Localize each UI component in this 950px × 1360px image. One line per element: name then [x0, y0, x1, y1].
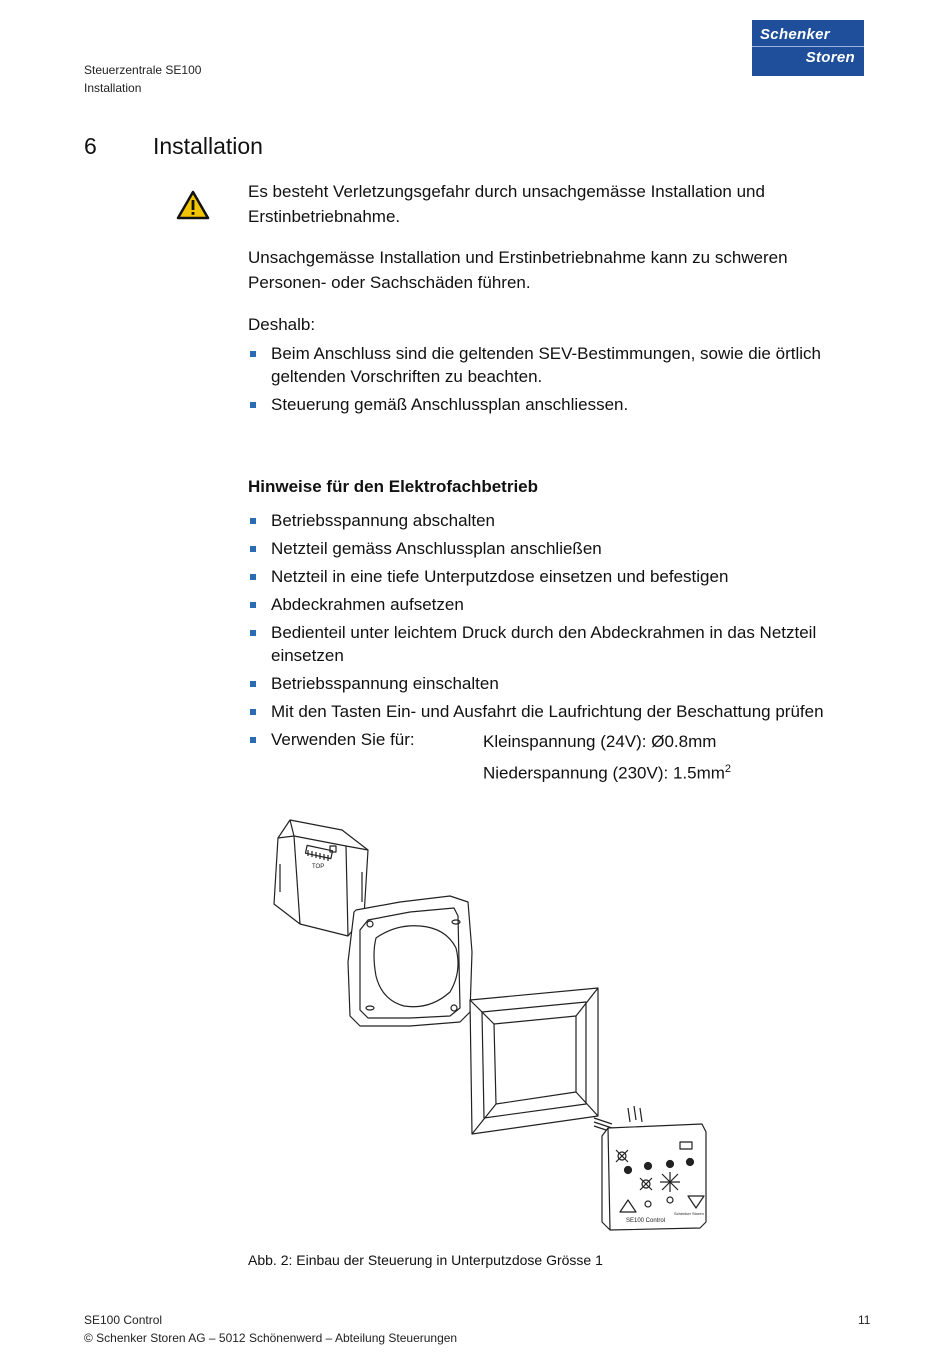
logo-divider [752, 46, 864, 47]
header-section: Installation [84, 81, 142, 95]
control-unit-drawing [602, 1124, 706, 1230]
device-badge: Schenker Storen [674, 1211, 704, 1216]
bullet-square-icon [250, 681, 256, 687]
warning-triangle-icon [176, 190, 210, 220]
bullet-square-icon [250, 574, 256, 580]
bullet-square-icon [250, 402, 256, 408]
warning-bullet-list [248, 342, 878, 421]
list-item: Verwenden Sie für: [248, 728, 878, 751]
figure-caption: Abb. 2: Einbau der Steuerung in Unterputzdose Grösse 1 [248, 1252, 603, 1268]
bullet-square-icon [250, 602, 256, 608]
bullet-square-icon [250, 546, 256, 552]
bullet-square-icon [250, 709, 256, 715]
header-doc-title: Steuerzentrale SE100 [84, 63, 202, 77]
list-item: Betriebsspannung abschalten [248, 509, 878, 532]
list-item: Steuerung gemäß Anschlussplan anschliessen. [248, 393, 878, 416]
device-label: SE100 Control [626, 1218, 666, 1224]
logo-line-1: Schenker [760, 26, 830, 43]
warning-text-1: Es besteht Verletzungsgefahr durch unsachgemässe Installation und Erstinbetriebnahme. [248, 182, 765, 226]
footer-copyright: © Schenker Storen AG – 5012 Schönenwerd – Abteilung Steuerungen [84, 1331, 458, 1345]
list-item: Netzteil in eine tiefe Unterputzdose einsetzen und befestigen [248, 565, 878, 588]
wire-spec-low-voltage: Kleinspannung (24V): Ø0.8mm [483, 732, 717, 751]
list-item: Netzteil gemäss Anschlussplan anschließen [248, 537, 878, 560]
list-item: Bedienteil unter leichtem Druck durch den Abdeckrahmen in das Netzteil einsetzen [248, 621, 878, 667]
deshalb-label: Deshalb: [248, 315, 316, 334]
installation-diagram [250, 812, 720, 1232]
bullet-square-icon [250, 351, 256, 357]
cover-frame-drawing [470, 988, 598, 1134]
wire-spec-mains-voltage: Niederspannung (230V): $1.5mm^2$ [483, 763, 732, 783]
list-item: Betriebsspannung einschalten [248, 672, 878, 695]
hints-bullet-list [248, 509, 878, 756]
logo-line-2: Storen [805, 49, 855, 66]
list-item: Abdeckrahmen aufsetzen [248, 593, 878, 616]
schenker-storen-logo [752, 20, 864, 76]
warning-text-2: Unsachgemässe Installation und Erstinbetriebnahme kann zu schweren Personen- oder Sachschäden führen. [248, 248, 788, 292]
bullet-square-icon [250, 518, 256, 524]
top-marking-label: TOP [312, 864, 325, 870]
section-number: 6 [84, 133, 97, 159]
section-title: Installation [153, 133, 263, 159]
footer-product: SE100 Control [84, 1313, 163, 1327]
hints-heading: Hinweise für den Elektrofachbetrieb [248, 477, 539, 496]
mounting-frame-drawing [348, 896, 472, 1026]
running-header [84, 61, 201, 97]
list-item: Mit den Tasten Ein- und Ausfahrt die Laufrichtung der Beschattung prüfen [248, 700, 878, 723]
footer-page-number: 11 [858, 1313, 871, 1327]
bullet-square-icon [250, 737, 256, 743]
list-item: Beim Anschluss sind die geltenden SEV-Bestimmungen, sowie die örtlich geltenden Vorschriften zu beachten. [248, 342, 878, 388]
bullet-square-icon [250, 630, 256, 636]
